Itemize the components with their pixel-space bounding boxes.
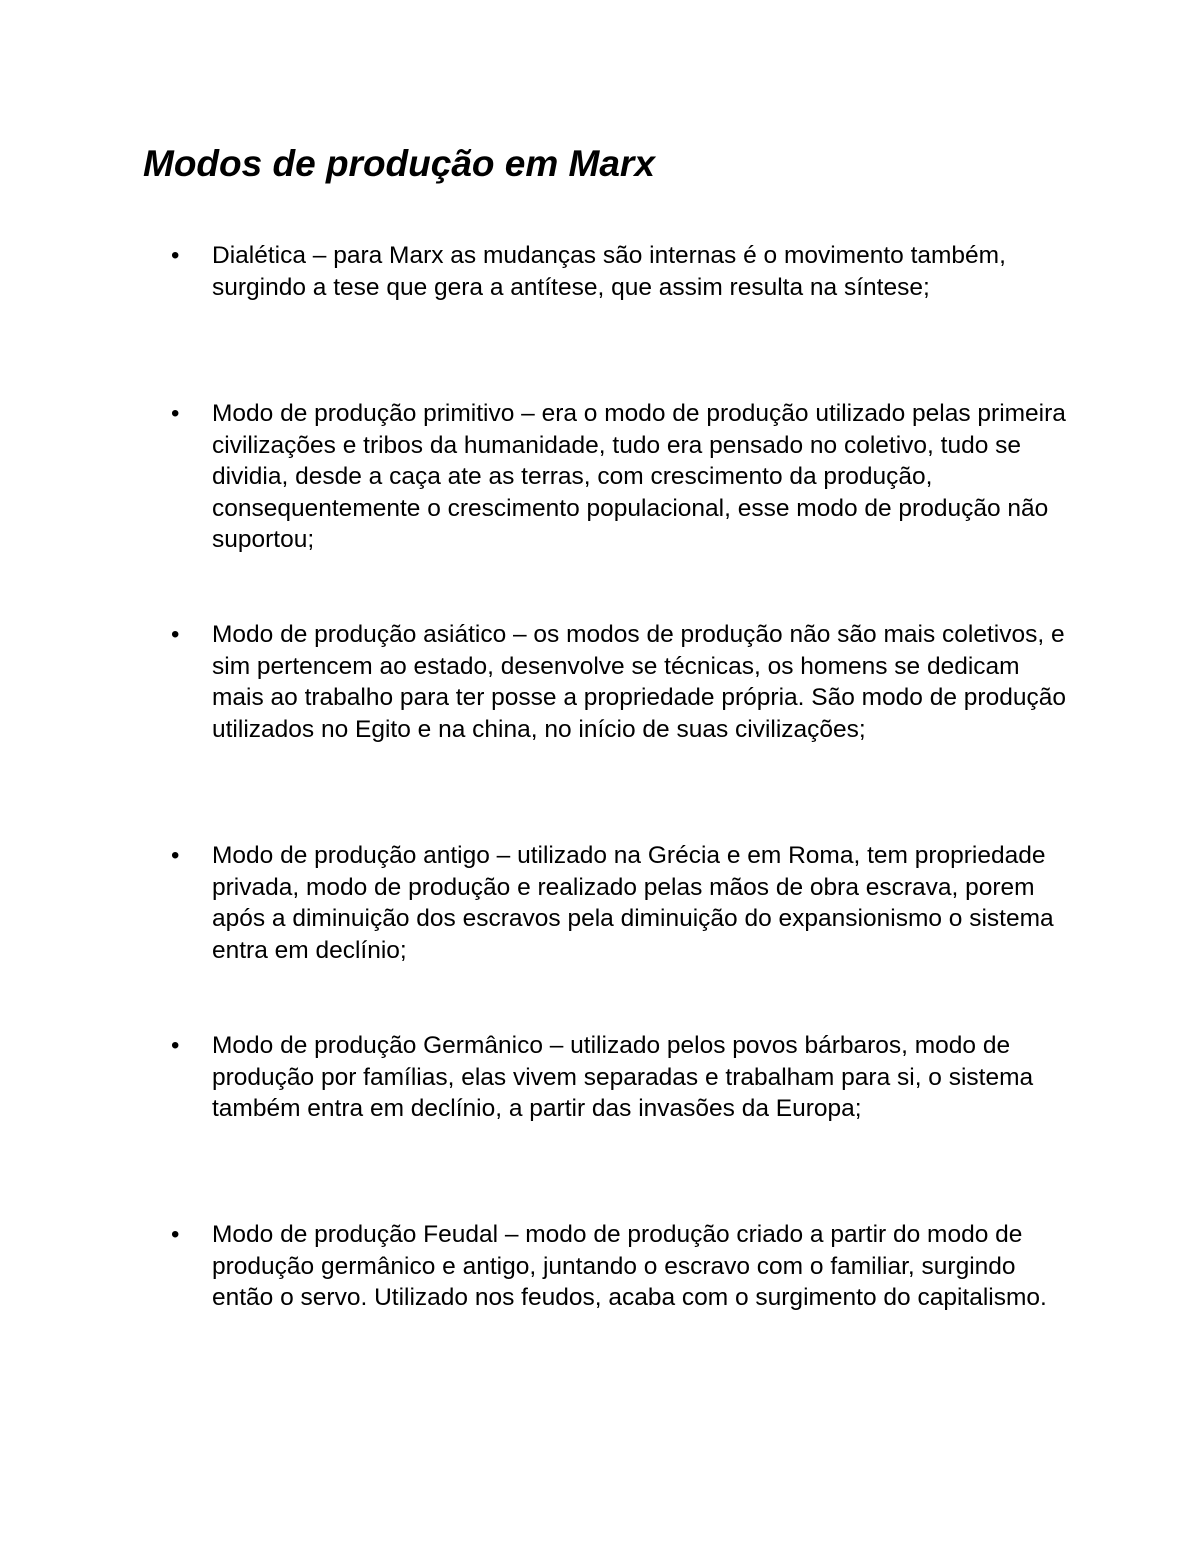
bullet-icon: •	[171, 621, 180, 648]
list-item-text: Modo de produção antigo – utilizado na Grécia e em Roma, tem propriedade privada, modo de produção e realizado pelas mãos de obra escrava, porem após a diminuição dos escravos pela diminuição do expansionismo o sistema entra em declínio;	[212, 842, 1054, 964]
bullet-icon: •	[171, 1221, 180, 1248]
bullet-icon: •	[171, 842, 180, 869]
list-item-text: Dialética – para Marx as mudanças são internas é o movimento também, surgindo a tese que gera a antítese, que assim resulta na síntese;	[212, 242, 1006, 301]
bullet-icon: •	[171, 400, 180, 427]
bullet-icon: •	[171, 1032, 180, 1059]
list-item-text: Modo de produção Feudal – modo de produção criado a partir do modo de produção germânico e antigo, juntando o escravo com o familiar, surgindo então o servo. Utilizado nos feudos, acaba com o surgimento do capitalismo.	[212, 1221, 1047, 1312]
document-title: Modos de produção em Marx	[143, 143, 655, 184]
list-item-text: Modo de produção asiático – os modos de produção não são mais coletivos, e sim pertencem ao estado, desenvolve se técnicas, os homens se dedicam mais ao trabalho para ter posse a propriedade própria. São modo de produção utilizados no Egito e na china, no início de suas civilizações;	[212, 621, 1066, 743]
bullet-icon: •	[171, 242, 180, 269]
list-item-text: Modo de produção Germânico – utilizado pelos povos bárbaros, modo de produção por famílias, elas vivem separadas e trabalham para si, o sistema também entra em declínio, a partir das invasões da Europa;	[212, 1032, 1034, 1123]
list-item-text: Modo de produção primitivo – era o modo de produção utilizado pelas primeira civilizações e tribos da humanidade, tudo era pensado no coletivo, tudo se dividia, desde a caça ate as terras, com crescimento da produção, consequentemente o crescimento populacional, esse modo de produção não suportou;	[212, 400, 1066, 554]
